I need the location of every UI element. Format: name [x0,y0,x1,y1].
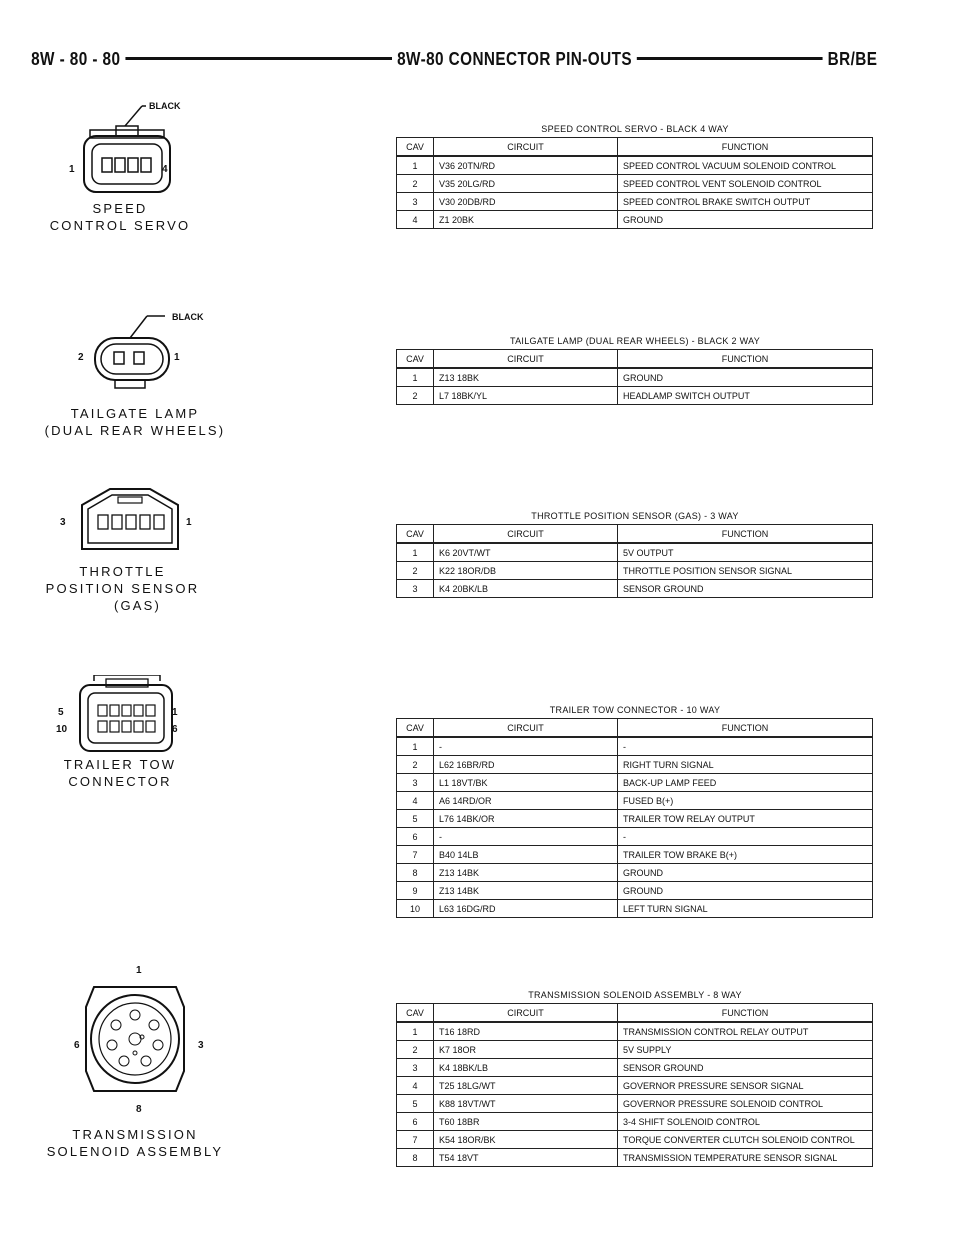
cell-function: THROTTLE POSITION SENSOR SIGNAL [618,562,873,580]
cell-circuit: K6 20VT/WT [434,543,618,562]
table-row [397,828,873,846]
cell-circuit: V35 20LG/RD [434,175,618,193]
pin-label: 1 [69,164,75,175]
col-function: FUNCTION [618,1004,873,1023]
connector-label-line: (GAS) [113,598,162,613]
page-header [32,46,877,72]
table-row [397,900,873,918]
cell-circuit: T54 18VT [434,1149,618,1167]
table-row [397,882,873,900]
col-circuit: CIRCUIT [434,525,618,544]
pin-label: 6 [172,724,178,735]
cell-function: GOVERNOR PRESSURE SENSOR SIGNAL [618,1077,873,1095]
col-circuit: CIRCUIT [434,350,618,369]
table-row [397,792,873,810]
cell-cav: 3 [397,193,434,211]
cell-circuit: Z13 18BK [434,368,618,387]
cell-function: FUSED B(+) [618,792,873,810]
table-header-row [397,719,873,738]
cell-cav: 8 [397,864,434,882]
cell-circuit: V36 20TN/RD [434,156,618,175]
connector-label [40,200,200,234]
pin-label: 5 [58,707,64,718]
cell-circuit: V30 20DB/RD [434,193,618,211]
table-row [397,774,873,792]
transmission-solenoid-connector-drawing [80,975,190,1100]
cell-function: SPEED CONTROL VENT SOLENOID CONTROL [618,175,873,193]
cell-circuit: Z13 14BK [434,882,618,900]
cell-cav: 4 [397,1077,434,1095]
table-row [397,1095,873,1113]
col-circuit: CIRCUIT [434,1004,618,1023]
col-circuit: CIRCUIT [434,138,618,157]
cell-circuit: Z13 14BK [434,864,618,882]
cell-circuit: K7 18OR [434,1041,618,1059]
table-row [397,1041,873,1059]
col-cav: CAV [397,719,434,738]
cell-cav: 3 [397,1059,434,1077]
table-title: THROTTLE POSITION SENSOR (GAS) - 3 WAY [531,511,739,521]
cell-function: TRANSMISSION CONTROL RELAY OUTPUT [618,1022,873,1041]
pin-label: 2 [78,352,84,363]
cell-circuit: T25 18LG/WT [434,1077,618,1095]
col-cav: CAV [397,1004,434,1023]
table-row [397,1131,873,1149]
col-cav: CAV [397,138,434,157]
page-title: 8W-80 CONNECTOR PIN-OUTS [392,46,637,72]
cell-function: GOVERNOR PRESSURE SOLENOID CONTROL [618,1095,873,1113]
cell-function: TRANSMISSION TEMPERATURE SENSOR SIGNAL [618,1149,873,1167]
col-function: FUNCTION [618,525,873,544]
col-cav: CAV [397,350,434,369]
cell-function: RIGHT TURN SIGNAL [618,756,873,774]
model-code: BR/BE [823,46,883,72]
cell-cav: 3 [397,580,434,598]
cell-circuit: T16 18RD [434,1022,618,1041]
table-row [397,1149,873,1167]
cell-function: BACK-UP LAMP FEED [618,774,873,792]
table-row [397,387,873,405]
cell-circuit: L63 16DG/RD [434,900,618,918]
pin-label: 10 [56,724,68,735]
cell-function: GROUND [618,211,873,229]
table-row [397,175,873,193]
pinout-table [396,1003,873,1167]
connector-label-line: TAILGATE LAMP [70,406,200,421]
cell-circuit: L7 18BK/YL [434,387,618,405]
throttle-position-sensor-connector-drawing [70,485,190,560]
connector-label-line: THROTTLE [79,564,166,579]
cell-circuit: K88 18VT/WT [434,1095,618,1113]
cell-function: - [618,737,873,756]
cell-circuit: K4 20BK/LB [434,580,618,598]
pin-label: 1 [136,965,142,976]
table-row [397,211,873,229]
table-row [397,156,873,175]
table-header-row [397,138,873,157]
table-row [397,1022,873,1041]
cell-cav: 1 [397,543,434,562]
cell-function: TRAILER TOW RELAY OUTPUT [618,810,873,828]
pin-label: 8 [136,1104,142,1115]
cell-function: SPEED CONTROL BRAKE SWITCH OUTPUT [618,193,873,211]
cell-cav: 2 [397,175,434,193]
cell-cav: 5 [397,810,434,828]
pin-label: 3 [198,1040,204,1051]
table-row [397,737,873,756]
cell-circuit: K4 18BK/LB [434,1059,618,1077]
pin-label: 1 [174,352,180,363]
cell-cav: 6 [397,1113,434,1131]
cell-function: LEFT TURN SIGNAL [618,900,873,918]
cell-function: SPEED CONTROL VACUUM SOLENOID CONTROL [618,156,873,175]
cell-cav: 5 [397,1095,434,1113]
cell-function: SENSOR GROUND [618,1059,873,1077]
pin-label: 4 [162,164,168,175]
cell-function: - [618,828,873,846]
cell-circuit: - [434,737,618,756]
cell-cav: 2 [397,562,434,580]
connector-label-line: TRANSMISSION [72,1127,198,1142]
cell-circuit: L62 16BR/RD [434,756,618,774]
pinout-table [396,349,873,405]
table-title: TAILGATE LAMP (DUAL REAR WHEELS) - BLACK 2 WAY [509,336,761,346]
pinout-table [396,137,873,229]
cell-cav: 3 [397,774,434,792]
connector-label [40,405,230,439]
connector-label-line: TRAILER TOW [63,757,177,772]
table-row [397,368,873,387]
cell-circuit: K22 18OR/DB [434,562,618,580]
cell-cav: 2 [397,756,434,774]
pin-label: 1 [172,707,178,718]
cell-function: TRAILER TOW BRAKE B(+) [618,846,873,864]
table-row [397,810,873,828]
table-row [397,562,873,580]
table-row [397,580,873,598]
cell-circuit: B40 14LB [434,846,618,864]
col-function: FUNCTION [618,138,873,157]
cell-function: 5V OUTPUT [618,543,873,562]
col-function: FUNCTION [618,719,873,738]
table-row [397,543,873,562]
connector-label [40,756,200,790]
cell-function: 5V SUPPLY [618,1041,873,1059]
table-title: TRAILER TOW CONNECTOR - 10 WAY [549,705,721,715]
cell-function: GROUND [618,882,873,900]
cell-cav: 9 [397,882,434,900]
table-row [397,193,873,211]
pinout-table [396,524,873,598]
table-title: SPEED CONTROL SERVO - BLACK 4 WAY [541,124,729,134]
connector-label-line: POSITION SENSOR [45,581,200,596]
connector-label [45,1126,225,1160]
cell-function: GROUND [618,864,873,882]
connector-label-line: CONTROL SERVO [49,218,191,233]
connector-label-line: CONNECTOR [68,774,172,789]
table-row [397,1059,873,1077]
table-header-row [397,350,873,369]
cell-cav: 2 [397,1041,434,1059]
connector-label-line: (DUAL REAR WHEELS) [44,423,226,438]
table-row [397,846,873,864]
cell-circuit: Z1 20BK [434,211,618,229]
table-title: TRANSMISSION SOLENOID ASSEMBLY - 8 WAY [528,990,742,1000]
cell-cav: 4 [397,792,434,810]
pin-label: 3 [60,517,66,528]
cell-cav: 1 [397,1022,434,1041]
col-circuit: CIRCUIT [434,719,618,738]
page-number: 8W - 80 - 80 [26,46,125,72]
cell-cav: 1 [397,156,434,175]
cell-cav: 7 [397,846,434,864]
col-function: FUNCTION [618,350,873,369]
cell-cav: 8 [397,1149,434,1167]
table-row [397,1113,873,1131]
cell-circuit: A6 14RD/OR [434,792,618,810]
color-tag: BLACK [172,312,204,322]
table-row [397,756,873,774]
cell-circuit: L1 18VT/BK [434,774,618,792]
table-header-row [397,525,873,544]
cell-circuit: - [434,828,618,846]
cell-function: GROUND [618,368,873,387]
cell-cav: 1 [397,737,434,756]
col-cav: CAV [397,525,434,544]
cell-function: HEADLAMP SWITCH OUTPUT [618,387,873,405]
pin-label: 1 [186,517,192,528]
cell-cav: 4 [397,211,434,229]
table-row [397,864,873,882]
cell-circuit: K54 18OR/BK [434,1131,618,1149]
cell-cav: 2 [397,387,434,405]
pin-label: 6 [74,1040,80,1051]
cell-cav: 10 [397,900,434,918]
cell-circuit: T60 18BR [434,1113,618,1131]
color-tag: BLACK [149,101,181,111]
connector-label [40,563,205,614]
table-row [397,1077,873,1095]
cell-function: SENSOR GROUND [618,580,873,598]
cell-cav: 6 [397,828,434,846]
connector-label-line: SPEED [92,201,148,216]
speed-control-servo-connector-drawing [70,100,190,195]
connector-label-line: SOLENOID ASSEMBLY [46,1144,224,1159]
pinout-table [396,718,873,918]
cell-function: TORQUE CONVERTER CLUTCH SOLENOID CONTROL [618,1131,873,1149]
cell-cav: 7 [397,1131,434,1149]
table-header-row [397,1004,873,1023]
cell-circuit: L76 14BK/OR [434,810,618,828]
cell-cav: 1 [397,368,434,387]
cell-function: 3-4 SHIFT SOLENOID CONTROL [618,1113,873,1131]
